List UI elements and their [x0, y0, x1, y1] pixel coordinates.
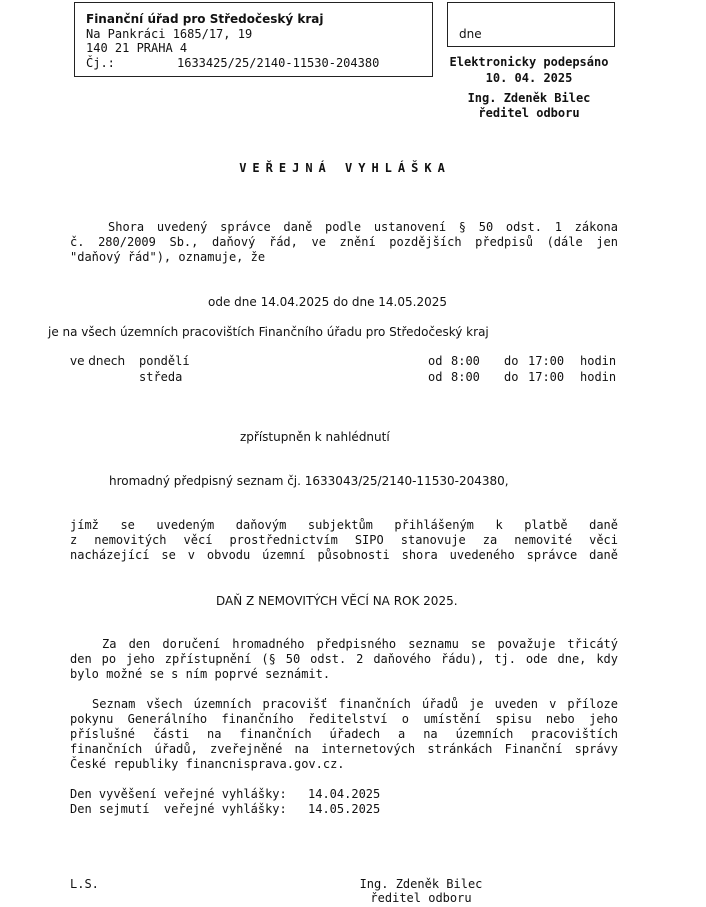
reference-number: 1633425/25/2140-11530-204380: [177, 56, 380, 70]
location: je na všech územních pracovištích Finančního úřadu pro Středočeský kraj: [48, 325, 489, 339]
date-box-label: dne: [459, 27, 482, 41]
hours-unit: hodin: [580, 354, 617, 368]
info-line: pokynu Generálního finančního ředitelství o umístění spisu nebo jeho: [70, 712, 618, 726]
hours-from-label: od: [428, 370, 443, 384]
reference-label: Čj.:: [86, 56, 115, 70]
info-line: České republiky financnisprava.gov.cz.: [70, 757, 345, 771]
purpose-line: jímž se uvedeným daňovým subjektům přihlášeným k platbě daně: [70, 518, 618, 532]
hours-to: 17:00: [528, 354, 565, 368]
seal-mark: L.S.: [70, 877, 99, 891]
e-sign-line: Elektronicky podepsáno: [449, 55, 609, 69]
delivery-line: den po jeho zpřístupnění (§ 50 odst. 2 daňového řádu), tj. ode dne, kdy: [70, 652, 618, 666]
delivery-line: Za den doručení hromadného předpisného seznamu se považuje třicátý: [102, 637, 618, 651]
info-line: Seznam všech územních pracovišť finančních úřadů je uveden v příloze: [92, 697, 618, 711]
hours-day: středa: [139, 370, 183, 384]
list-reference: hromadný předpisný seznam čj. 1633043/25/2140-11530-204380,: [109, 474, 509, 488]
posted-date: 14.04.2025: [308, 787, 381, 801]
hours-to-label: do: [504, 354, 519, 368]
period: ode dne 14.04.2025 do dne 14.05.2025: [208, 295, 447, 309]
hours-to-label: do: [504, 370, 519, 384]
hours-from: 8:00: [451, 354, 480, 368]
access-statement: zpřístupněn k nahlédnutí: [240, 430, 390, 444]
e-sign-date: 10. 04. 2025: [485, 71, 573, 85]
footer-role: ředitel odboru: [370, 891, 472, 905]
office-street: Na Pankráci 1685/17, 19: [86, 27, 253, 41]
intro-line: "daňový řád"), oznamuje, že: [70, 250, 266, 264]
hours-day: pondělí: [139, 354, 190, 368]
document-title: VEŘEJNÁ VYHLÁŠKA: [239, 161, 451, 175]
purpose-line: z nemovitých věcí prostřednictvím SIPO stanovuje za nemovité věci: [70, 533, 618, 547]
info-line: finančních úřadů, zveřejněné na internetových stránkách Finanční správy: [70, 742, 618, 756]
intro-line: Shora uvedený správce daně podle ustanovení § 50 odst. 1 zákona: [108, 220, 618, 234]
hours-prefix: ve dnech: [70, 354, 126, 368]
purpose-line: nacházející se v obvodu územní působnosti shora uvedeného správce daně: [70, 548, 618, 562]
delivery-line: bylo možné se s ním poprvé seznámit.: [70, 667, 331, 681]
hours-from: 8:00: [451, 370, 480, 384]
hours-to: 17:00: [528, 370, 565, 384]
hours-from-label: od: [428, 354, 443, 368]
intro-line: č. 280/2009 Sb., daňový řád, ve znění pozdějších předpisů (dále jen: [70, 235, 618, 249]
e-sign-name: Ing. Zdeněk Bilec: [467, 91, 591, 105]
hours-unit: hodin: [580, 370, 617, 384]
e-sign-role: ředitel odboru: [478, 106, 580, 120]
posted-label: Den vyvěšení veřejné vyhlášky:: [70, 787, 287, 801]
office-city: 140 21 PRAHA 4: [86, 41, 188, 55]
office-name: Finanční úřad pro Středočeský kraj: [86, 12, 324, 26]
removed-date: 14.05.2025: [308, 802, 381, 816]
footer-name: Ing. Zdeněk Bilec: [359, 877, 483, 891]
info-line: příslušné části na finančních úřadech a na územních pracovištích: [70, 727, 618, 741]
tax-title: DAŇ Z NEMOVITÝCH VĚCÍ NA ROK 2025.: [216, 594, 458, 608]
removed-label: Den sejmutí veřejné vyhlášky:: [70, 802, 287, 816]
